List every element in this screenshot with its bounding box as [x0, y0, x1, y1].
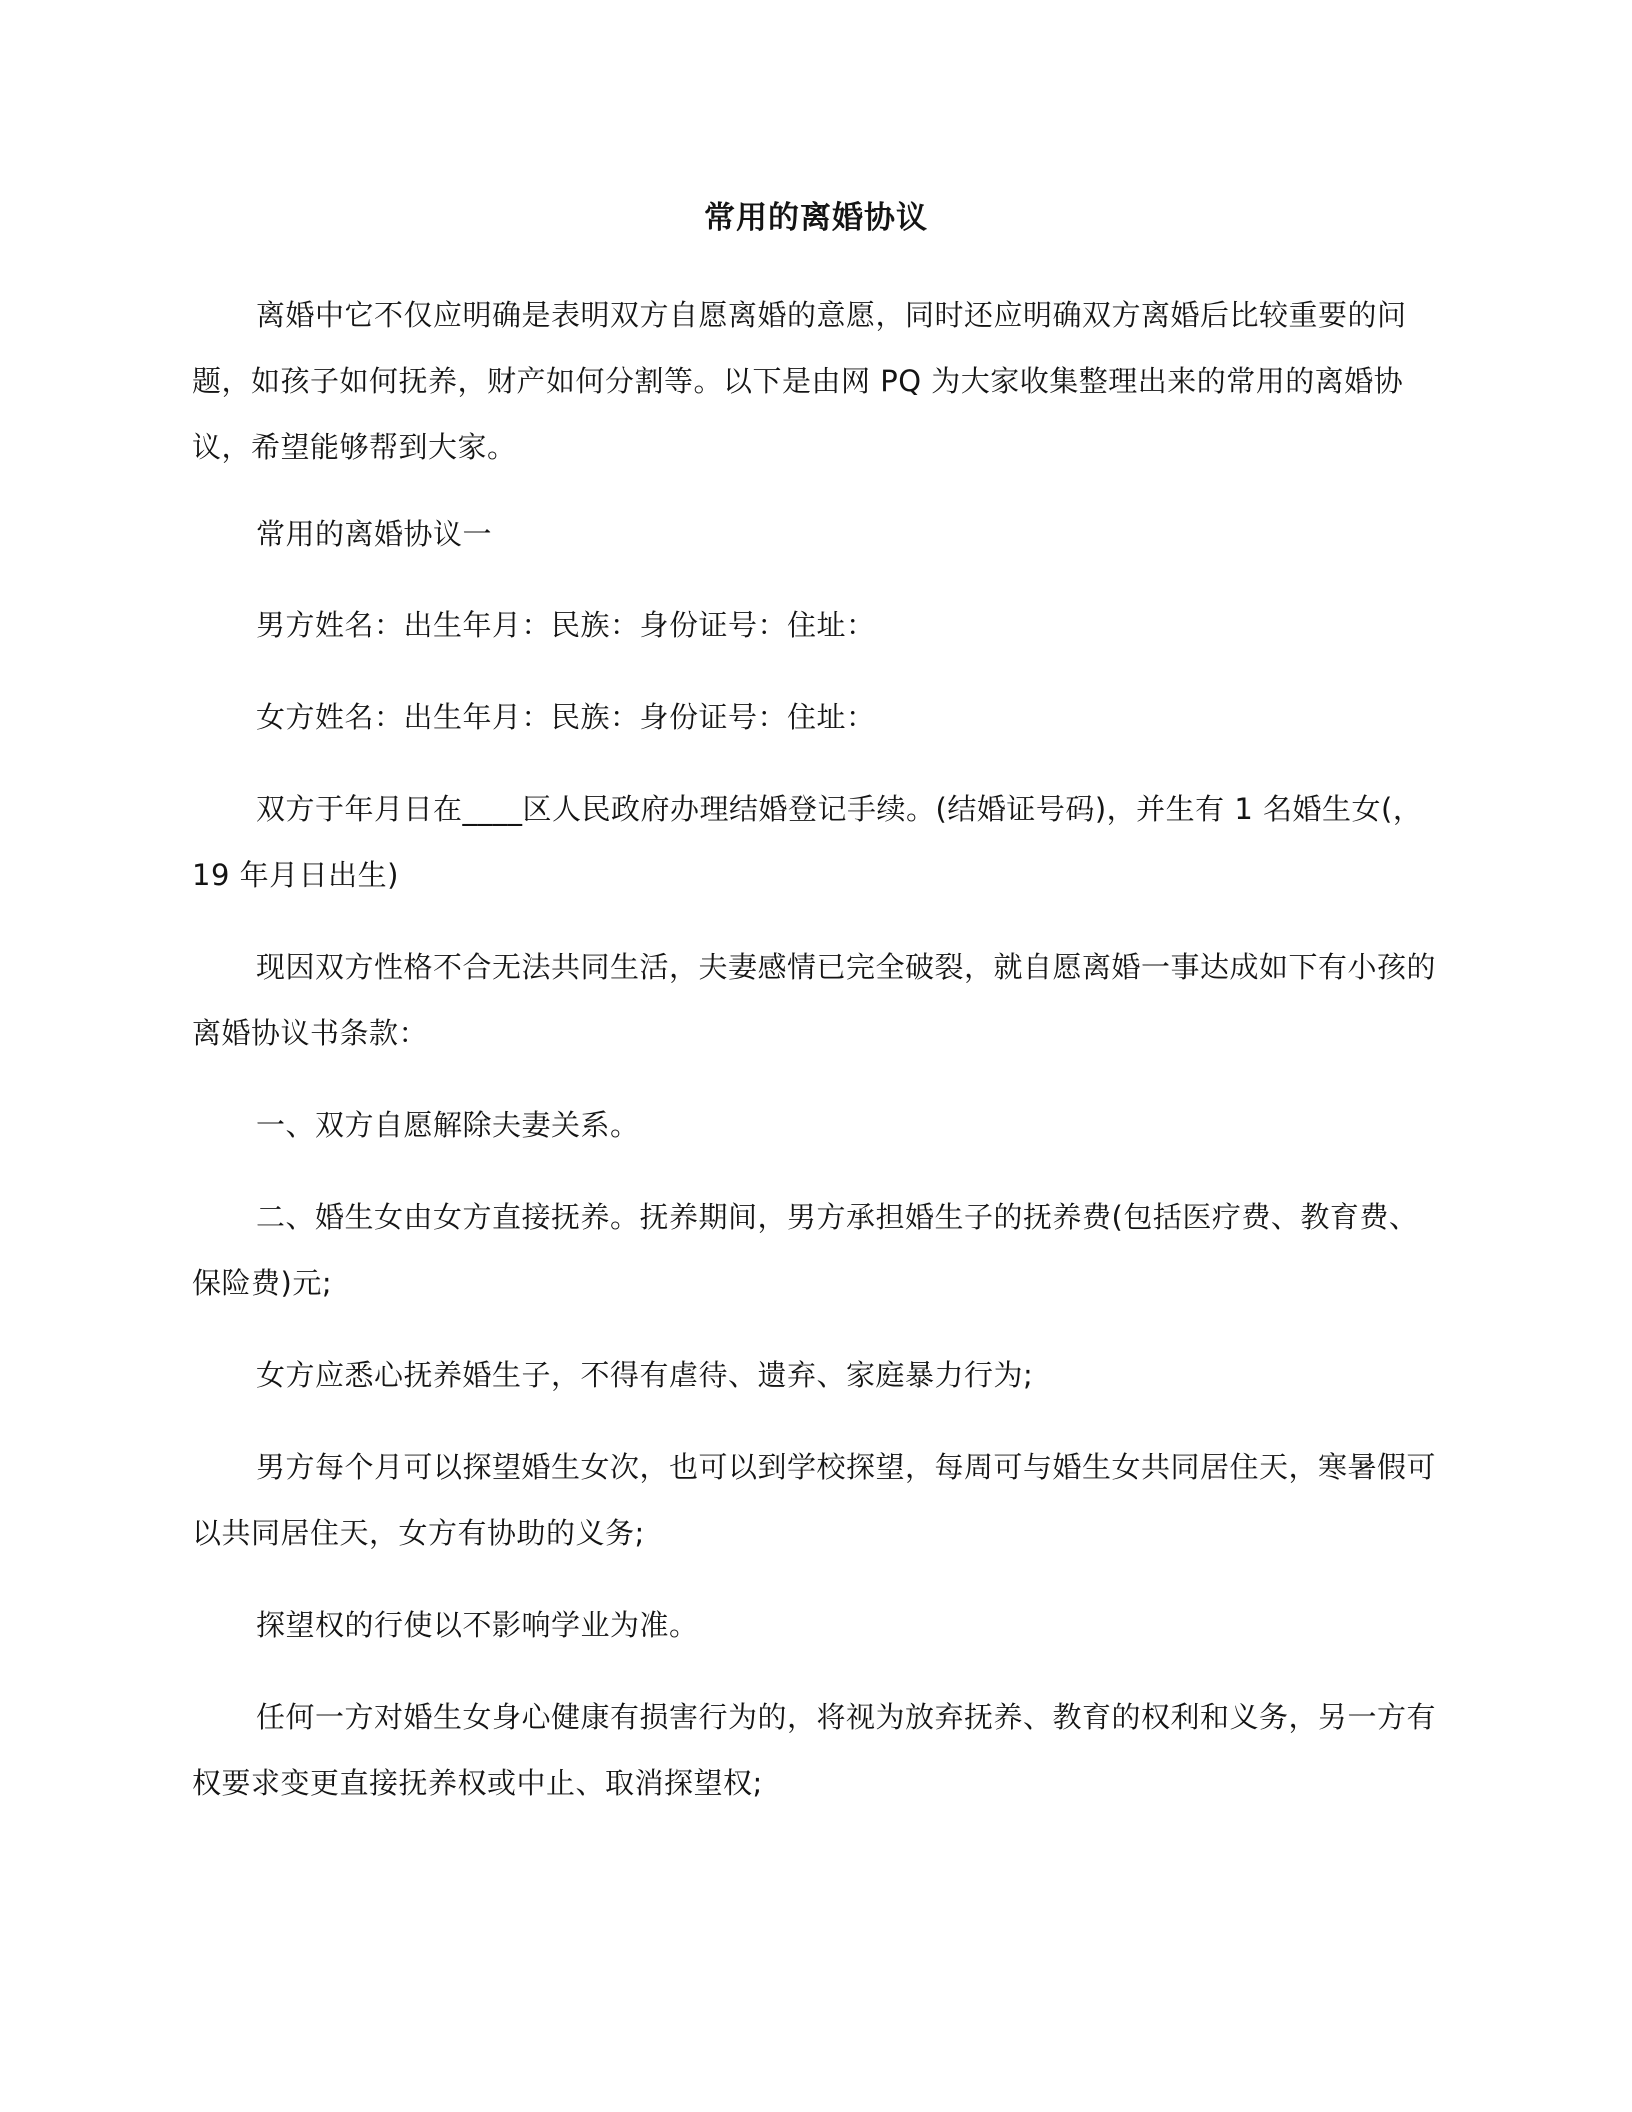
intro-paragraph: 离婚中它不仅应明确是表明双方自愿离婚的意愿，同时还应明确双方离婚后比较重要的问题，如孩子如何抚养，财产如何分割等。以下是由网 PQ 为大家收集整理出来的常用的离婚协议，希望能够帮到大家。	[192, 298, 1407, 464]
visitation-rule-paragraph: 探望权的行使以不影响学业为准。	[256, 1608, 699, 1642]
custody-change-paragraph: 任何一方对婚生女身心健康有损害行为的，将视为放弃抚养、教育的权利和义务，另一方有权要求变更直接抚养权或中止、取消探望权;	[192, 1700, 1437, 1800]
clause-one: 一、双方自愿解除夫妻关系。	[256, 1108, 640, 1142]
husband-info-line: 男方姓名：出生年月：民族：身份证号：住址：	[256, 608, 876, 642]
section-heading-agreement-one: 常用的离婚协议一	[256, 517, 493, 551]
wife-duty-paragraph: 女方应悉心抚养婚生子，不得有虐待、遗弃、家庭暴力行为;	[256, 1358, 1034, 1392]
wife-info-line: 女方姓名：出生年月：民族：身份证号：住址：	[256, 700, 876, 734]
divorce-reason-paragraph: 现因双方性格不合无法共同生活，夫妻感情已完全破裂，就自愿离婚一事达成如下有小孩的离婚协议书条款：	[192, 950, 1437, 1050]
clause-two: 二、婚生女由女方直接抚养。抚养期间，男方承担婚生子的抚养费(包括医疗费、教育费、保险费)元;	[192, 1200, 1419, 1300]
visitation-paragraph: 男方每个月可以探望婚生女次，也可以到学校探望，每周可与婚生女共同居住天，寒暑假可以共同居住天，女方有协助的义务;	[192, 1450, 1437, 1550]
marriage-registration-paragraph: 双方于年月日在____区人民政府办理结婚登记手续。(结婚证号码)，并生有 1 名婚生女(，19 年月日出生)	[192, 792, 1423, 892]
document-title: 常用的离婚协议	[704, 200, 928, 236]
